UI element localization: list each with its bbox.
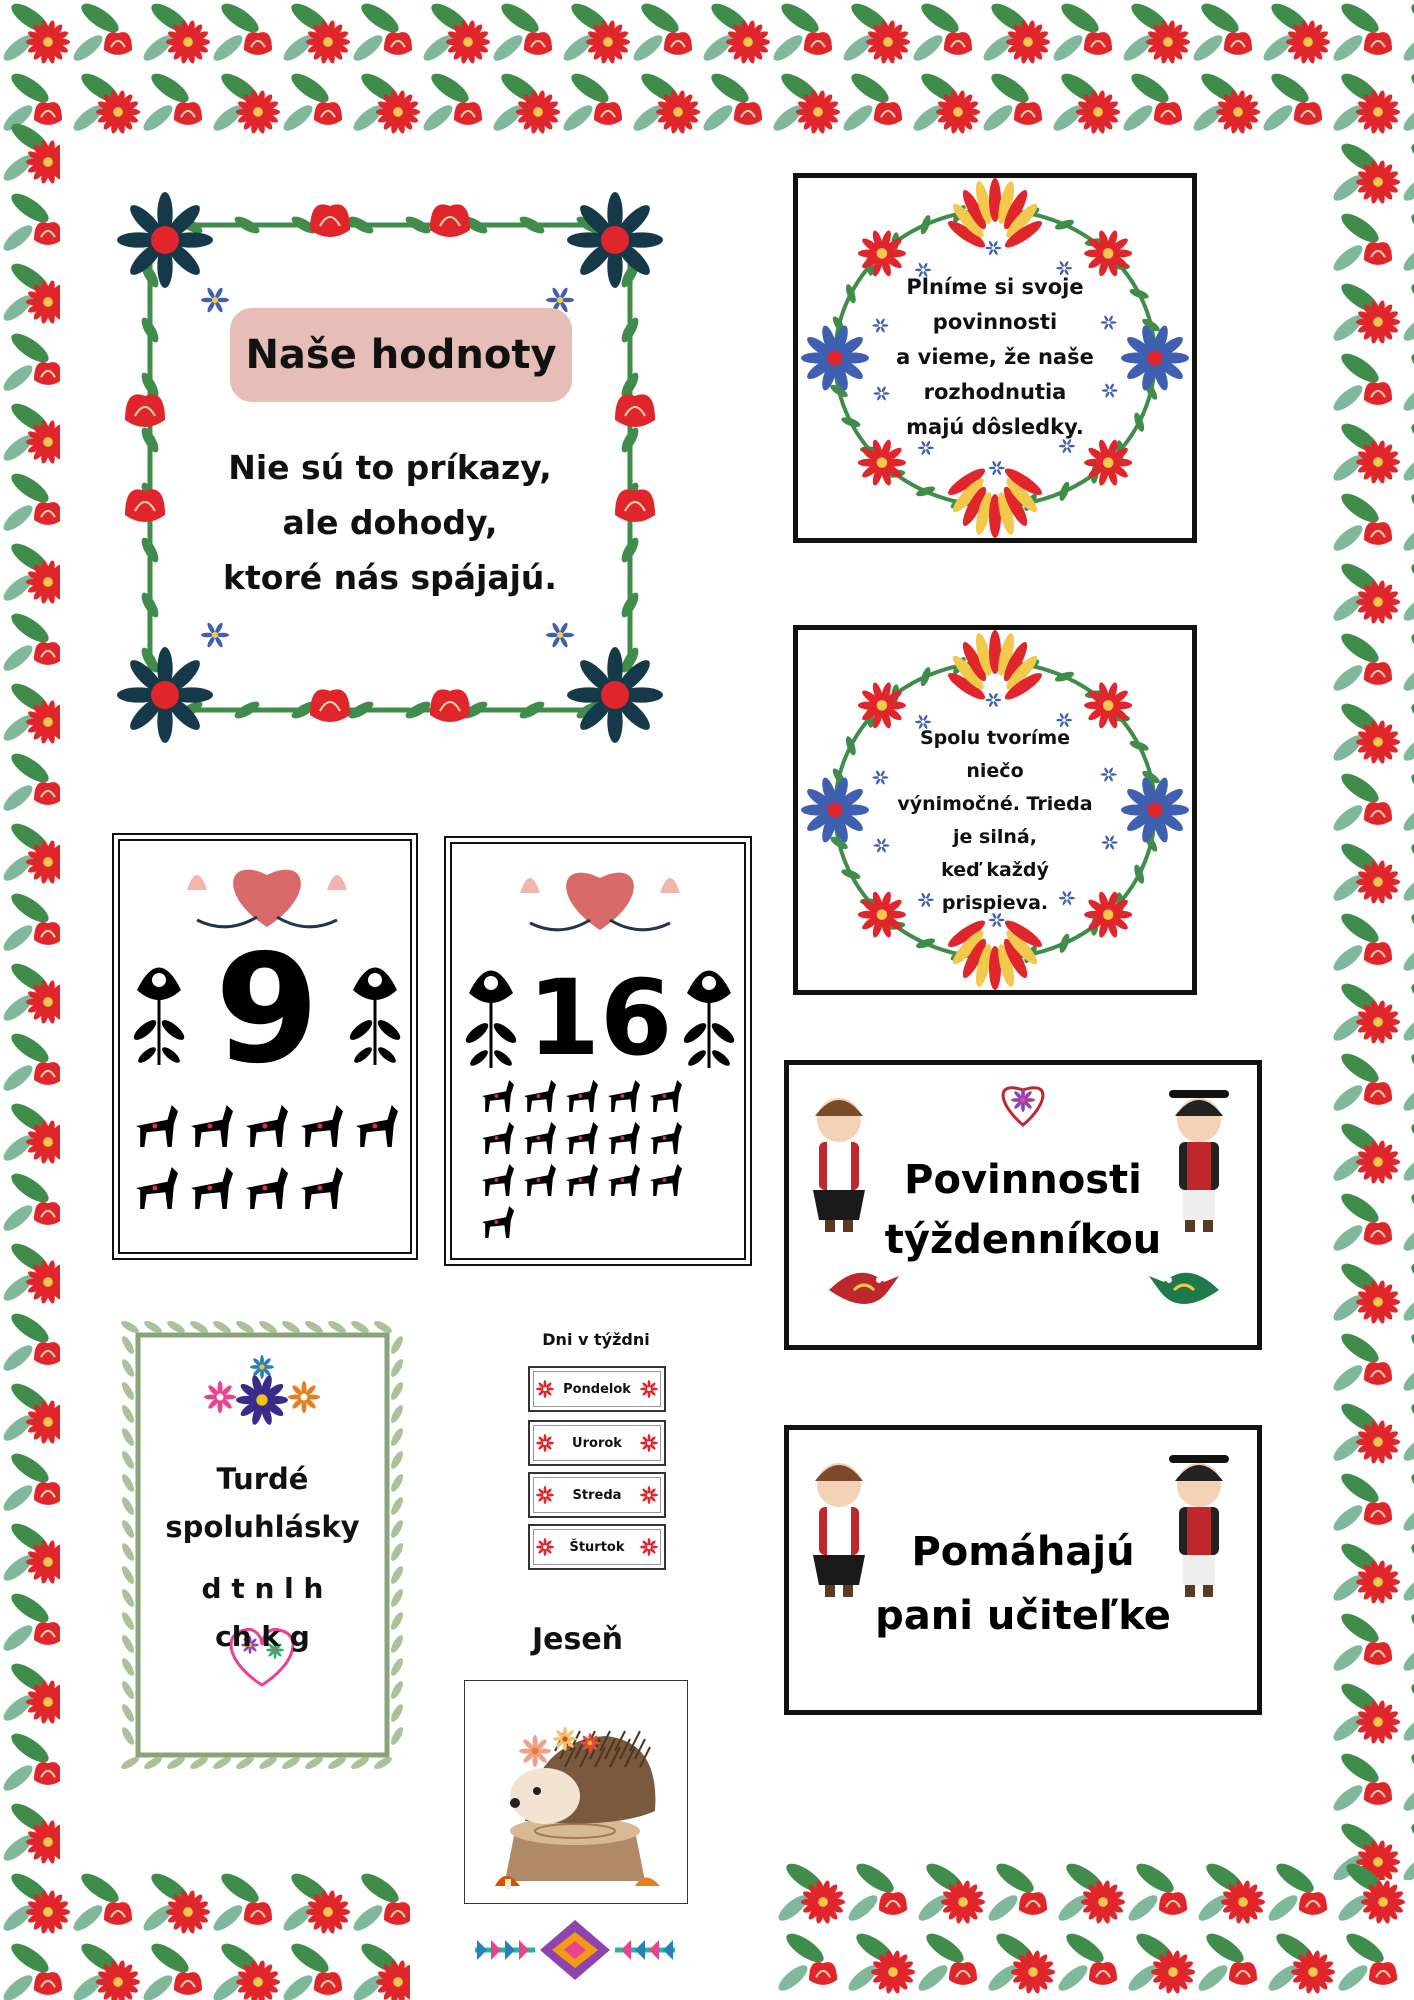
dog-icon	[650, 1080, 682, 1112]
day-label: Streda	[572, 1487, 622, 1503]
wreath-card-duties	[793, 173, 1197, 543]
duty-card-helpers	[784, 1425, 1262, 1715]
folk-ornament-icon	[465, 1915, 685, 1985]
duty-line: pani učiteľke	[875, 1593, 1171, 1639]
dog-icon	[608, 1080, 640, 1112]
dog-icon	[524, 1122, 556, 1154]
wreath-line: výnimočné. Trieda	[897, 793, 1093, 815]
season-picture-frame	[464, 1680, 688, 1904]
folk-border-bottom-left	[0, 1870, 410, 2000]
consonants-title-line: spoluhlásky	[165, 1510, 360, 1544]
dog-icon	[650, 1122, 682, 1154]
red-flower-icon	[639, 1379, 659, 1399]
days-title: Dni v týždni	[542, 1330, 650, 1349]
number-card-16	[444, 836, 752, 1266]
dog-icon	[301, 1105, 343, 1147]
wreath-line: a vieme, že naše	[896, 345, 1094, 369]
duty-line: týždenníkou	[884, 1217, 1162, 1263]
dog-icon	[191, 1105, 233, 1147]
day-label: Šturtok	[569, 1539, 625, 1555]
dog-icon	[482, 1206, 514, 1238]
folk-border-top	[0, 0, 1414, 150]
dog-icon	[356, 1105, 398, 1147]
values-line: Nie sú to príkazy,	[228, 448, 552, 487]
wreath-card-together	[793, 625, 1197, 995]
values-text	[140, 440, 640, 605]
consonants-letter-line: d t n l h	[201, 1572, 324, 1605]
day-label: Urorok	[572, 1435, 622, 1451]
dog-icon	[524, 1080, 556, 1112]
hedgehog-icon	[465, 1681, 686, 1902]
dog-icon	[608, 1164, 640, 1196]
wreath-line: majú dôsledky.	[906, 415, 1084, 439]
dog-icon	[301, 1167, 343, 1209]
wreath-line: Plníme si svoje	[906, 275, 1084, 299]
folk-border-left	[0, 120, 60, 1880]
day-tag	[528, 1420, 666, 1466]
values-line: ktoré nás spájajú.	[223, 558, 557, 597]
consonants-letter-line: ch k g	[215, 1620, 310, 1653]
folk-border-bottom-right	[775, 1860, 1414, 2000]
values-card	[105, 185, 675, 750]
consonants-title-line: Turdé	[216, 1462, 309, 1496]
wreath-line: prispieva.	[941, 892, 1049, 914]
dog-icon	[136, 1105, 178, 1147]
red-flower-icon	[639, 1537, 659, 1557]
dog-icon	[566, 1080, 598, 1112]
red-flower-icon	[535, 1537, 555, 1557]
dog-icon	[566, 1122, 598, 1154]
consonants-card	[110, 1305, 415, 1785]
day-tag	[528, 1524, 666, 1570]
dog-icon	[524, 1164, 556, 1196]
folk-border-right	[1330, 140, 1414, 1880]
wreath-line: rozhodnutia	[923, 380, 1067, 404]
wreath-line: povinnosti	[932, 310, 1058, 334]
red-flower-icon	[639, 1485, 659, 1505]
dog-icon	[650, 1164, 682, 1196]
duty-card-weekly	[784, 1060, 1262, 1350]
dog-icon	[482, 1164, 514, 1196]
red-flower-icon	[535, 1379, 555, 1399]
dog-icon	[191, 1167, 233, 1209]
consonants-title	[110, 1455, 415, 1551]
dog-icon	[566, 1164, 598, 1196]
day-label: Pondelok	[563, 1381, 631, 1397]
red-flower-icon	[639, 1433, 659, 1453]
wreath-line: keď každý	[941, 859, 1049, 881]
wreath-text	[878, 270, 1112, 445]
duty-line: Povinnosti	[904, 1157, 1142, 1203]
day-tag	[528, 1472, 666, 1518]
red-flower-icon	[535, 1485, 555, 1505]
red-flower-icon	[535, 1433, 555, 1453]
duty-title	[869, 1150, 1177, 1270]
dog-icon	[136, 1167, 178, 1209]
duty-line: Pomáhajú	[911, 1529, 1135, 1575]
season-title: Jeseň	[531, 1622, 624, 1657]
number-card-9	[112, 833, 418, 1260]
values-line: ale dohody,	[282, 503, 498, 542]
dog-icon	[482, 1122, 514, 1154]
dog-icon	[608, 1122, 640, 1154]
number-label: 16	[527, 957, 673, 1079]
number-label: 9	[214, 923, 320, 1097]
duty-title	[849, 1520, 1197, 1648]
wreath-text	[878, 722, 1112, 920]
consonants-letters	[110, 1565, 415, 1661]
wreath-line: je silná,	[953, 826, 1037, 848]
day-tag	[528, 1366, 666, 1412]
dog-icon	[246, 1105, 288, 1147]
dog-icon	[482, 1080, 514, 1112]
wreath-line: niečo	[966, 760, 1024, 782]
dog-icon	[246, 1167, 288, 1209]
values-title: Naše hodnoty	[230, 308, 572, 402]
wreath-line: Spolu tvoríme	[919, 727, 1071, 749]
